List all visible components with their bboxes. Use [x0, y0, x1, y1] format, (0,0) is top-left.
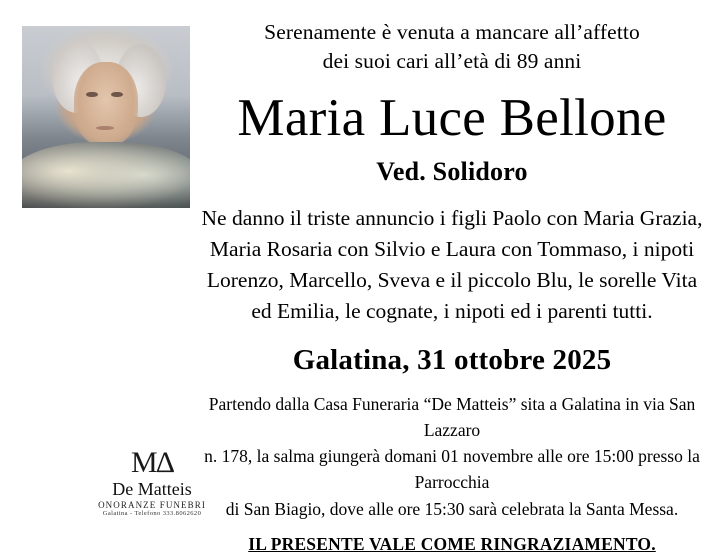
announcement-line-1: Ne danno il triste annuncio i figli Paolo con Maria Grazia,	[201, 205, 703, 230]
announcement-text	[200, 203, 704, 328]
funeral-home-logo	[92, 447, 212, 518]
portrait-eye-left	[86, 92, 98, 98]
thanks-statement: IL PRESENTE VALE COME RINGRAZIAMENTO.	[248, 533, 656, 554]
widow-of-label: Ved. Solidoro	[376, 156, 528, 186]
details-line-3: di San Biagio, dove alle ore 15:30 sarà celebrata la Santa Messa.	[225, 498, 679, 519]
deceased-name: Maria Luce Bellone	[237, 89, 667, 148]
intro-text	[200, 18, 704, 75]
announcement-line-2: Maria Rosaria con Silvio e Laura con Tommaso, i nipoti	[209, 237, 695, 261]
portrait-photo	[22, 26, 190, 208]
place-and-date: Galatina, 31 ottobre 2025	[292, 343, 612, 376]
intro-line-2: dei suoi cari all’età di 89 anni	[322, 48, 582, 73]
funeral-home-subtitle: ONORANZE FUNEBRI	[98, 499, 206, 510]
portrait-photo-frame	[22, 26, 190, 208]
portrait-torso	[22, 142, 190, 208]
funeral-details	[200, 391, 704, 522]
funeral-home-name: De Matteis	[112, 478, 192, 499]
monogram-icon: MΔ	[131, 446, 173, 480]
announcement-line-3: Lorenzo, Marcello, Sveva e il piccolo Blu, le sorelle Vita	[206, 268, 698, 293]
details-line-2: n. 178, la salma giungerà domani 01 novembre alle ore 15:00 presso la Parrocchia	[204, 446, 700, 493]
intro-line-1: Serenamente è venuta a mancare all’affetto	[264, 20, 640, 44]
portrait-face	[74, 62, 138, 146]
notice-text-column	[200, 18, 704, 555]
details-line-1: Partendo dalla Casa Funeraria “De Matteis” sita a Galatina in via San Lazzaro	[208, 393, 696, 440]
portrait-eye-right	[111, 92, 123, 98]
announcement-line-4: ed Emilia, le cognate, i nipoti ed i parenti tutti.	[251, 299, 653, 324]
funeral-home-contact: Galatina - Telefono 333.8062620	[102, 510, 202, 518]
